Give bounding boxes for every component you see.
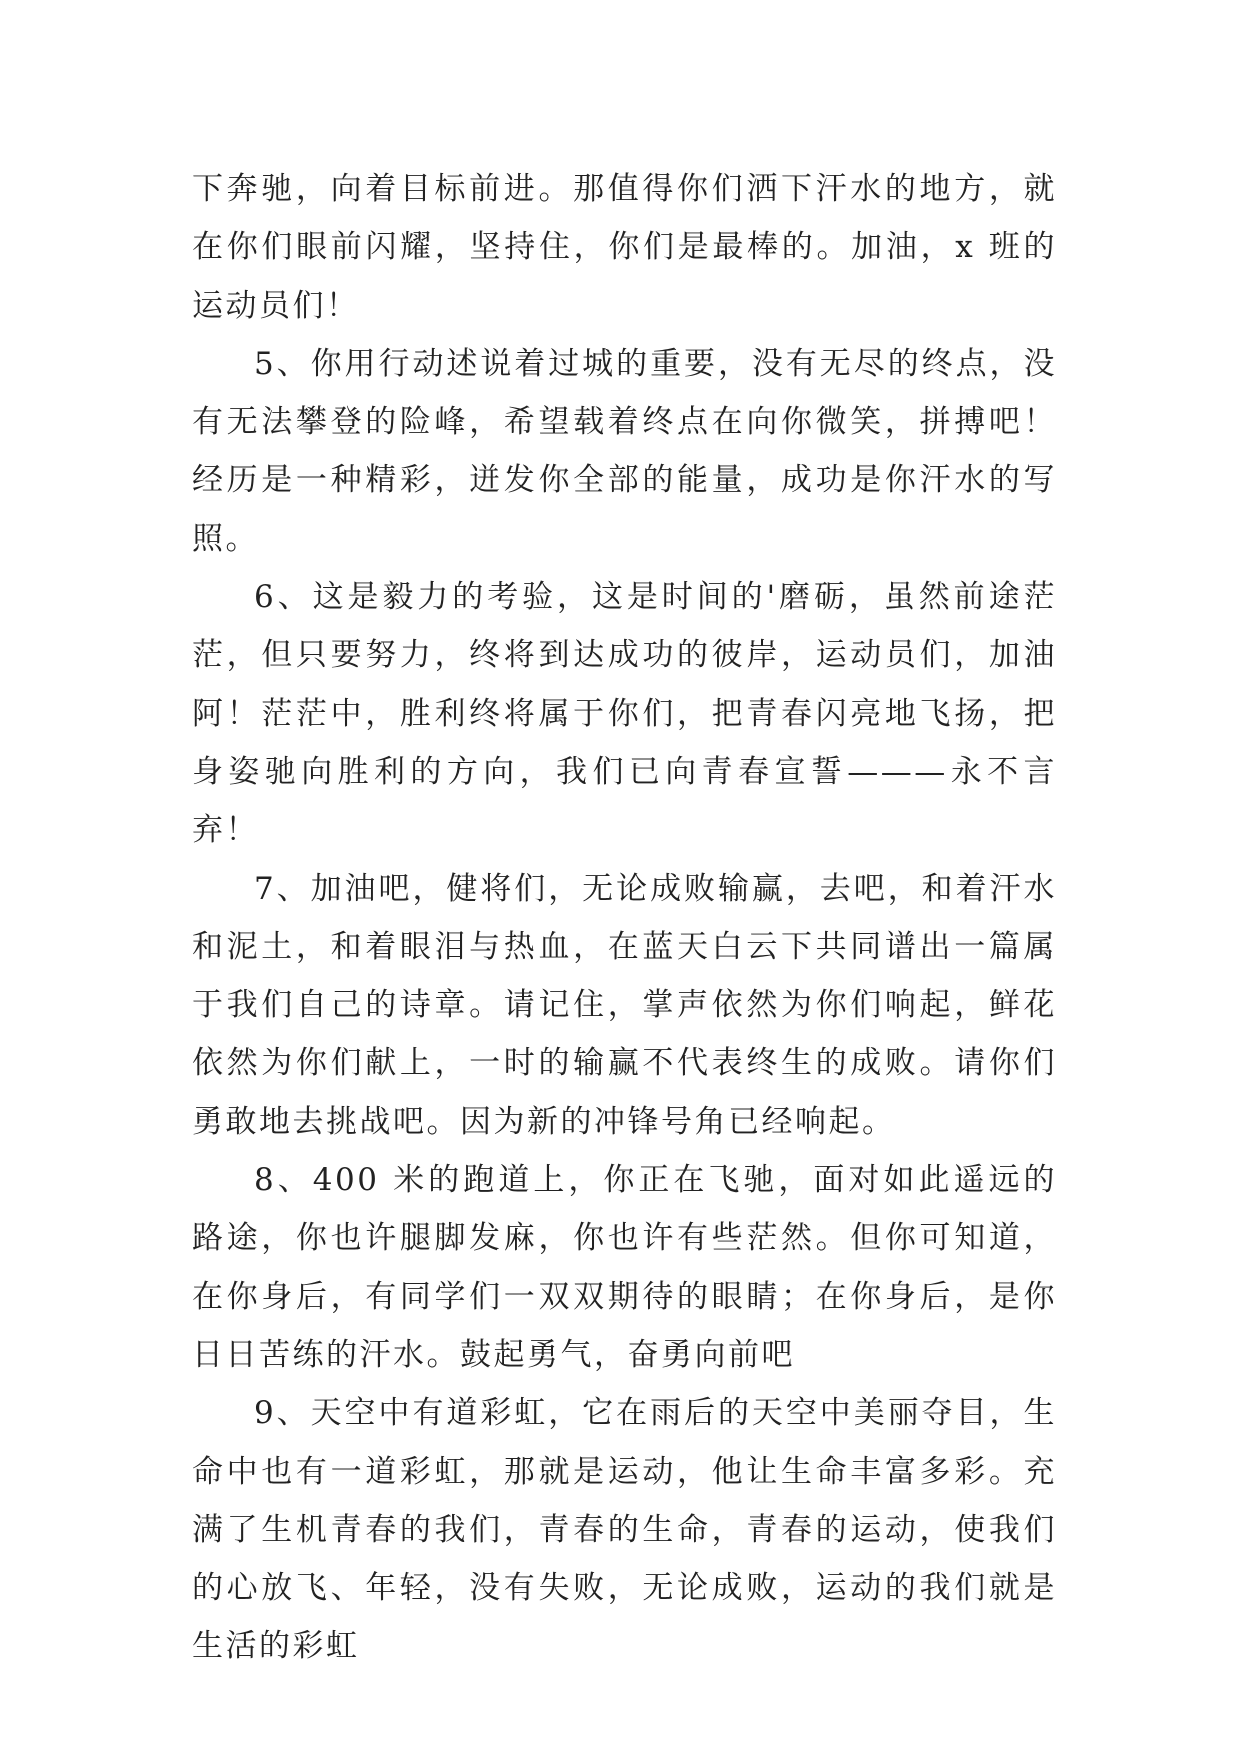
- paragraph-item-6: 6、这是毅力的考验，这是时间的'磨砺，虽然前途茫茫，但只要努力，终将到达成功的彼岸，运动员们，加油阿！茫茫中，胜利终将属于你们，把青春闪亮地飞扬，把身姿驰向胜利的方向，我们已向青春宣誓———永不言弃！: [192, 579, 1057, 849]
- paragraph-item-7: 7、加油吧，健将们，无论成败输赢，去吧，和着汗水和泥土，和着眼泪与热血，在蓝天白云下共同谱出一篇属于我们自己的诗章。请记住，掌声依然为你们响起，鲜花依然为你们献上，一时的输赢不代表终生的成败。请你们勇敢地去挑战吧。因为新的冲锋号角已经响起。: [192, 870, 1057, 1140]
- document-body: [192, 160, 1057, 1676]
- paragraph-continuation: 下奔驰，向着目标前进。那值得你们洒下汗水的地方，就在你们眼前闪耀，坚持住，你们是最棒的。加油，x 班的运动员们！: [192, 171, 1057, 324]
- paragraph-item-9: 9、天空中有道彩虹，它在雨后的天空中美丽夺目，生命中也有一道彩虹，那就是运动，他让生命丰富多彩。充满了生机青春的我们，青春的生命，青春的运动，使我们的心放飞、年轻，没有失败，无论成败，运动的我们就是生活的彩虹: [192, 1395, 1057, 1665]
- paragraph-item-5: 5、你用行动述说着过城的重要，没有无尽的终点，没有无法攀登的险峰，希望载着终点在向你微笑，拼搏吧！经历是一种精彩，迸发你全部的能量，成功是你汗水的写照。: [192, 345, 1057, 557]
- paragraph-item-8: 8、400 米的跑道上，你正在飞驰，面对如此遥远的路途，你也许腿脚发麻，你也许有些茫然。但你可知道，在你身后，有同学们一双双期待的眼睛；在你身后，是你日日苦练的汗水。鼓起勇气，奋勇向前吧: [192, 1162, 1057, 1373]
